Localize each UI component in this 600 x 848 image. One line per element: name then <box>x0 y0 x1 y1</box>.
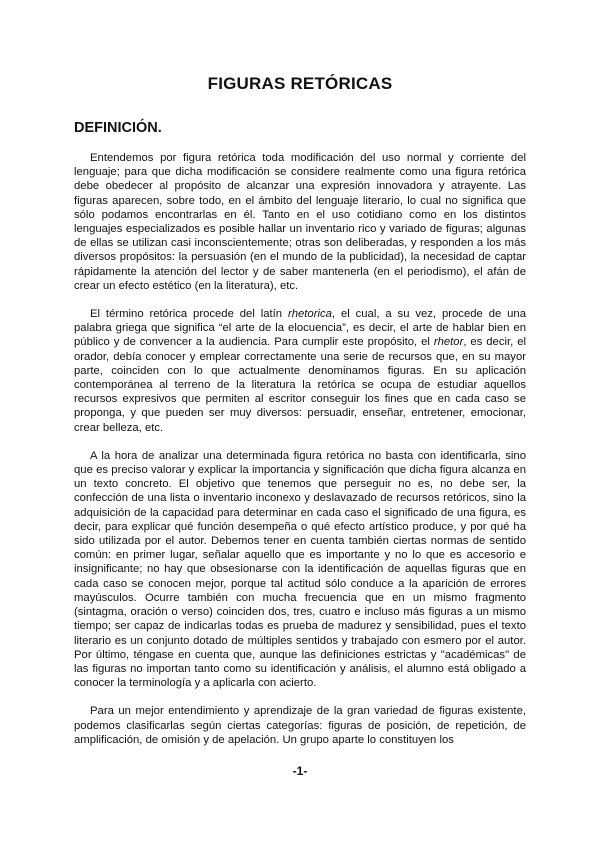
paragraph-2 <box>74 307 526 435</box>
page-number: -1- <box>292 764 308 778</box>
paragraph-2-part-c: , es decir, el orador, debía conocer y emplear correctamente una serie de recursos que, en su mayor parte, coinciden con lo que actualmente denominamos figuras. En su aplicación contemporánea al terreno de la literatura la retórica se ocupa de estudiar aquellos recursos expresivos que permiten al escritor conseguir los fines que en cada caso se proponga, y que pueden ser muy diversos: persuadir, enseñar, entretener, emocionar, crear belleza, etc. <box>74 336 526 434</box>
section-heading: DEFINICIÓN. <box>74 120 162 136</box>
paragraph-3: A la hora de analizar una determinada figura retórica no basta con identificarla, sino que es preciso valorar y explicar la importancia y significación que dicha figura alcanza en un texto concreto. El objetivo que tenemos que perseguir no es, no debe ser, la confección de una lista o inventario inconexo y deslavazado de recursos retóricos, sino la adquisición de la capacidad para determinar en cada caso el significado de una figura, es decir, para explicar qué función desempeña o qué efecto artístico produce, y por qué ha sido utilizada por el autor. Debemos tener en cuenta también ciertas normas de sentido común: en primer lugar, señalar aquello que es importante y no lo que es accesorio e insignificante; no hay que obsesionarse con la identificación de aquellas figuras que en cada caso se conocen mejor, porque tal actitud sólo conduce a la aparición de errores mayúsculos. Ocurre también con mucha frecuencia que en un mismo fragmento (sintagma, oración o verso) coinciden dos, tres, cuatro e incluso más figuras a un mismo tiempo; ser capaz de indicarlas todas es prueba de madurez y sensibilidad, pues el texto literario es un conjunto dotado de múltiples sentidos y trabajado con esmero por el autor. Por último, téngase en cuenta que, aunque las definiciones estrictas y "académicas" de las figuras no importan tanto como su identificación y análisis, el alumno está obligado a conocer la terminología y a aplicarla con acierto. <box>74 449 526 690</box>
paragraph-2-part-a: El término retórica procede del latín <box>90 308 288 321</box>
paragraph-1: Entendemos por figura retórica toda modificación del uso normal y corriente del lenguaje; para que dicha modificación se considere realmente como una figura retórica debe obedecer al propósito de alcanzar una expresión innovadora y atrayente. Las figuras aparecen, sobre todo, en el ámbito del lenguaje literario, lo cual no significa que sólo podamos encontrarlas en él. Tanto en el uso cotidiano como en los distintos lenguajes especializados es posible hallar un inventario rico y variado de figuras; algunas de ellas se utilizan casi inconscientemente; otras son deliberadas, y responden a los más diversos propósitos: la persuasión (en el mundo de la publicidad), la necesidad de captar rápidamente la atención del lector y de saber mantenerla (en el periodismo), el afán de crear un efecto estético (en la literatura), etc. <box>74 152 526 292</box>
latin-term: rhetorica <box>287 308 332 321</box>
document-body <box>74 151 526 747</box>
paragraph-4: Para un mejor entendimiento y aprendizaje de la gran variedad de figuras existente, podemos clasificarlas según ciertas categorías: figuras de posición, de repetición, de amplificación, de omisión y de apelación. Un grupo aparte lo constituyen los <box>74 705 526 746</box>
paragraph-2-part-b: , el cual, a su vez, procede de una palabra griega que significa “el arte de la elocuencia”, es decir, el arte de hablar bien en público y de convencer a la audiencia. Para cumplir este propósito, el <box>74 308 526 349</box>
document-title: FIGURAS RETÓRICAS <box>207 74 393 93</box>
rhetor-term: rhetor <box>433 336 464 349</box>
